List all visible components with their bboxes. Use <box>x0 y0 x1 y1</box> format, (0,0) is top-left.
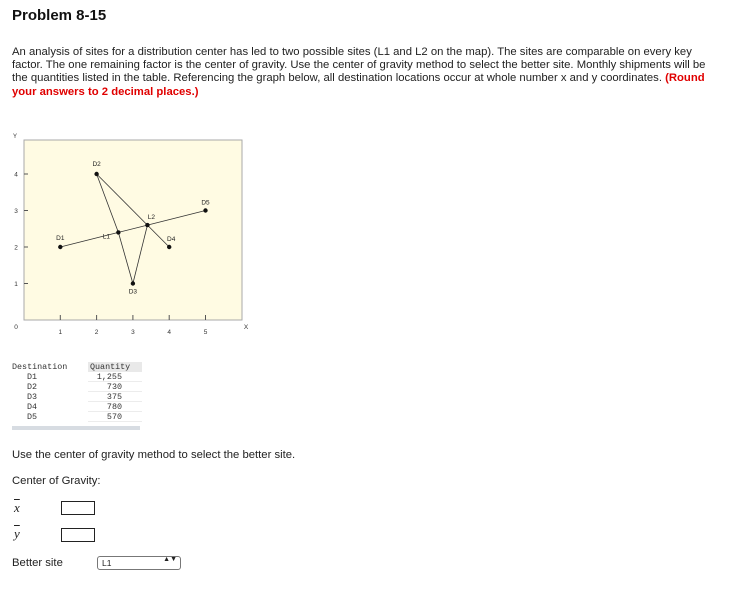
cell-destination: D1 <box>27 372 38 382</box>
y-axis-label: Y <box>12 134 18 140</box>
x-tick-label: 4 <box>167 329 172 336</box>
intro-text: An analysis of sites for a distribution center has led to two possible sites (L1 and L2 on the map). The sites are comparable on every key factor. The one remaining factor is the center of gravity. Use the center of gravity method to select the better site. Monthly shipments will be the quantities listed in the table. Referencing the graph below, all destination locations occur at whole number x and y coordinates. <box>12 46 706 85</box>
problem-intro <box>12 46 722 99</box>
point-label-d1: D1 <box>56 235 65 242</box>
problem-title: Problem 8-15 <box>12 7 107 24</box>
shipment-table <box>12 362 142 430</box>
y-tick-label: 2 <box>14 244 18 252</box>
point-label-l2: L2 <box>147 214 156 222</box>
location-map-chart <box>0 125 270 340</box>
point-label-d4: D4 <box>167 236 176 243</box>
cell-destination: D3 <box>27 392 38 402</box>
cog-label: Center of Gravity: <box>12 475 101 487</box>
table-row <box>12 402 142 412</box>
table-footer-bar <box>12 426 140 430</box>
question-prompt: Use the center of gravity method to select the better site. <box>12 449 296 461</box>
x-tick-label: 1 <box>58 329 63 336</box>
y-tick-label: 1 <box>14 281 18 288</box>
y-tick-label: 4 <box>14 171 18 179</box>
better-site-selected: L1 <box>102 558 112 568</box>
table-row <box>12 382 142 392</box>
y-bar-label: $\overline{y}$ <box>14 526 20 541</box>
table-row <box>12 392 142 402</box>
cell-quantity: 375 <box>88 392 142 402</box>
header-quantity: Quantity <box>88 362 142 372</box>
x-tick-label: 5 <box>203 329 208 336</box>
point-d4 <box>167 245 171 249</box>
x-axis-label: X <box>243 324 249 331</box>
cell-destination: D5 <box>27 412 38 422</box>
cell-quantity: 1,255 <box>88 372 142 382</box>
header-destination: Destination <box>12 362 68 372</box>
point-label-d2: D2 <box>92 161 101 168</box>
better-site-select[interactable] <box>97 556 181 570</box>
rounding-instruction: (Round your answers to 2 decimal places.) <box>12 72 705 98</box>
select-arrows-icon: ▲▼ <box>163 556 177 563</box>
table-header <box>12 362 142 372</box>
point-label-l1: L1 <box>102 233 110 241</box>
cell-quantity: 570 <box>88 412 142 422</box>
cell-destination: D4 <box>27 402 38 412</box>
x-tick-label: 3 <box>131 329 135 336</box>
y-tick-label: 0 <box>14 324 18 331</box>
cell-destination: D2 <box>27 382 38 392</box>
x-bar-input[interactable] <box>61 501 95 515</box>
better-site-label: Better site <box>12 557 63 569</box>
point-l2 <box>145 223 149 227</box>
y-tick-label: 3 <box>14 208 18 215</box>
point-d5 <box>203 208 207 212</box>
cell-quantity: 780 <box>88 402 142 412</box>
x-bar-label: $\overline{x}$ <box>14 500 20 515</box>
cell-quantity: 730 <box>88 382 142 392</box>
point-label-d3: D3 <box>128 288 138 296</box>
y-bar-input[interactable] <box>61 528 95 542</box>
point-label-d5: D5 <box>201 199 210 207</box>
point-d3 <box>131 281 135 285</box>
point-l1 <box>116 230 120 234</box>
point-d1 <box>58 245 62 249</box>
point-d2 <box>94 172 98 176</box>
table-row <box>12 372 142 382</box>
x-tick-label: 2 <box>94 329 99 336</box>
table-row <box>12 412 142 422</box>
